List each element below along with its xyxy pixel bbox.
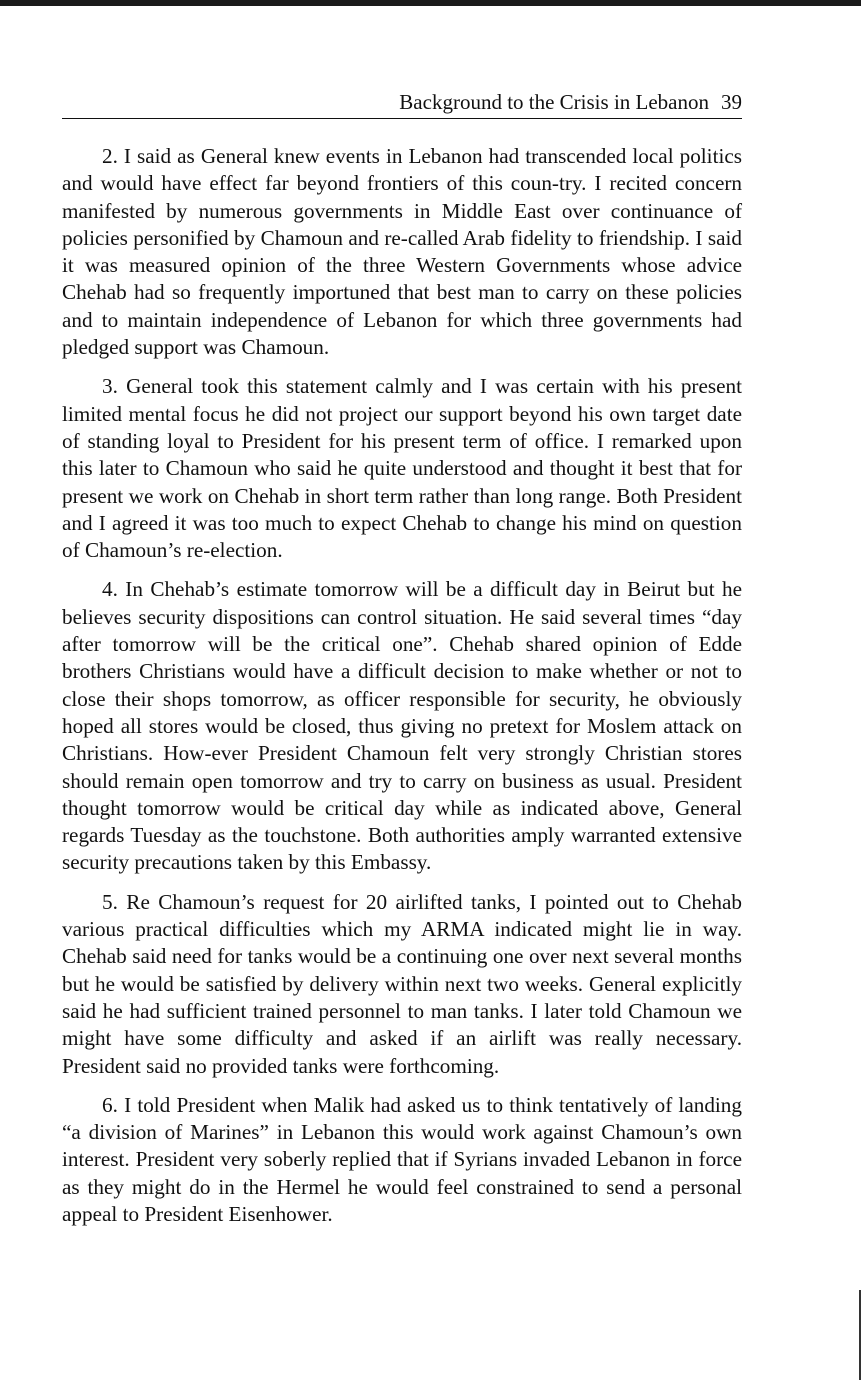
- paragraph-3: 3. General took this statement calmly and I was certain with his present limited mental focus he did not project our support beyond his own target date of standing loyal to President for his present term of office. I remarked upon this later to Chamoun who said he quite understood and thought it best that for present we work on Chehab in short term rather than long range. Both President and I agreed it was too much to expect Chehab to change his mind on question of Chamoun’s re-election.: [62, 374, 742, 563]
- paragraph-5: 5. Re Chamoun’s request for 20 airlifted tanks, I pointed out to Chehab various practical difficulties which my ARMA indicated might lie in way. Chehab said need for tanks would be a continuing one over next several months but he would be satisfied by delivery within next two weeks. General explicitly said he had sufficient trained personnel to man tanks. I later told Chamoun we might have some difficulty and asked if an airlift was really necessary. President said no provided tanks were forthcoming.: [62, 889, 742, 1078]
- running-head: [62, 86, 742, 119]
- running-head-title: Background to the Crisis in Lebanon: [399, 90, 709, 114]
- page-number: 39: [721, 90, 742, 114]
- paragraph-4: 4. In Chehab’s estimate tomorrow will be a difficult day in Beirut but he believes security dispositions can control situation. He said several times “day after tomorrow will be the critical one”. Chehab shared opinion of Edde brothers Christians would have a difficult decision to make whether or not to close their shops tomorrow, as officer responsible for security, he obviously hoped all stores would be closed, thus giving no pretext for Moslem attack on Christians. How-ever President Chamoun felt very strongly Christian stores should remain open tomorrow and try to carry on business as usual. President thought tomorrow would be critical day while as indicated above, General regards Tuesday as the touchstone. Both authorities amply warranted extensive security precautions taken by this Embassy.: [62, 577, 742, 875]
- body-text: [62, 143, 742, 1240]
- paragraph-2: 2. I said as General knew events in Lebanon had transcended local politics and would have effect far beyond frontiers of this coun-try. I recited concern manifested by numerous governments in Middle East over continuance of policies personified by Chamoun and re-called Arab fidelity to friendship. I said it was measured opinion of the three Western Governments whose advice Chehab had so frequently importuned that best man to carry on these policies and to maintain independence of Lebanon for which three governments had pledged support was Chamoun.: [62, 144, 742, 360]
- page-top-edge: [0, 0, 861, 6]
- paragraph-6: 6. I told President when Malik had asked us to think tentatively of landing “a division of Marines” in Lebanon this would work against Chamoun’s own interest. President very soberly replied that if Syrians invaded Lebanon in force as they might do in the Hermel he would feel constrained to send a personal appeal to President Eisenhower.: [62, 1092, 742, 1226]
